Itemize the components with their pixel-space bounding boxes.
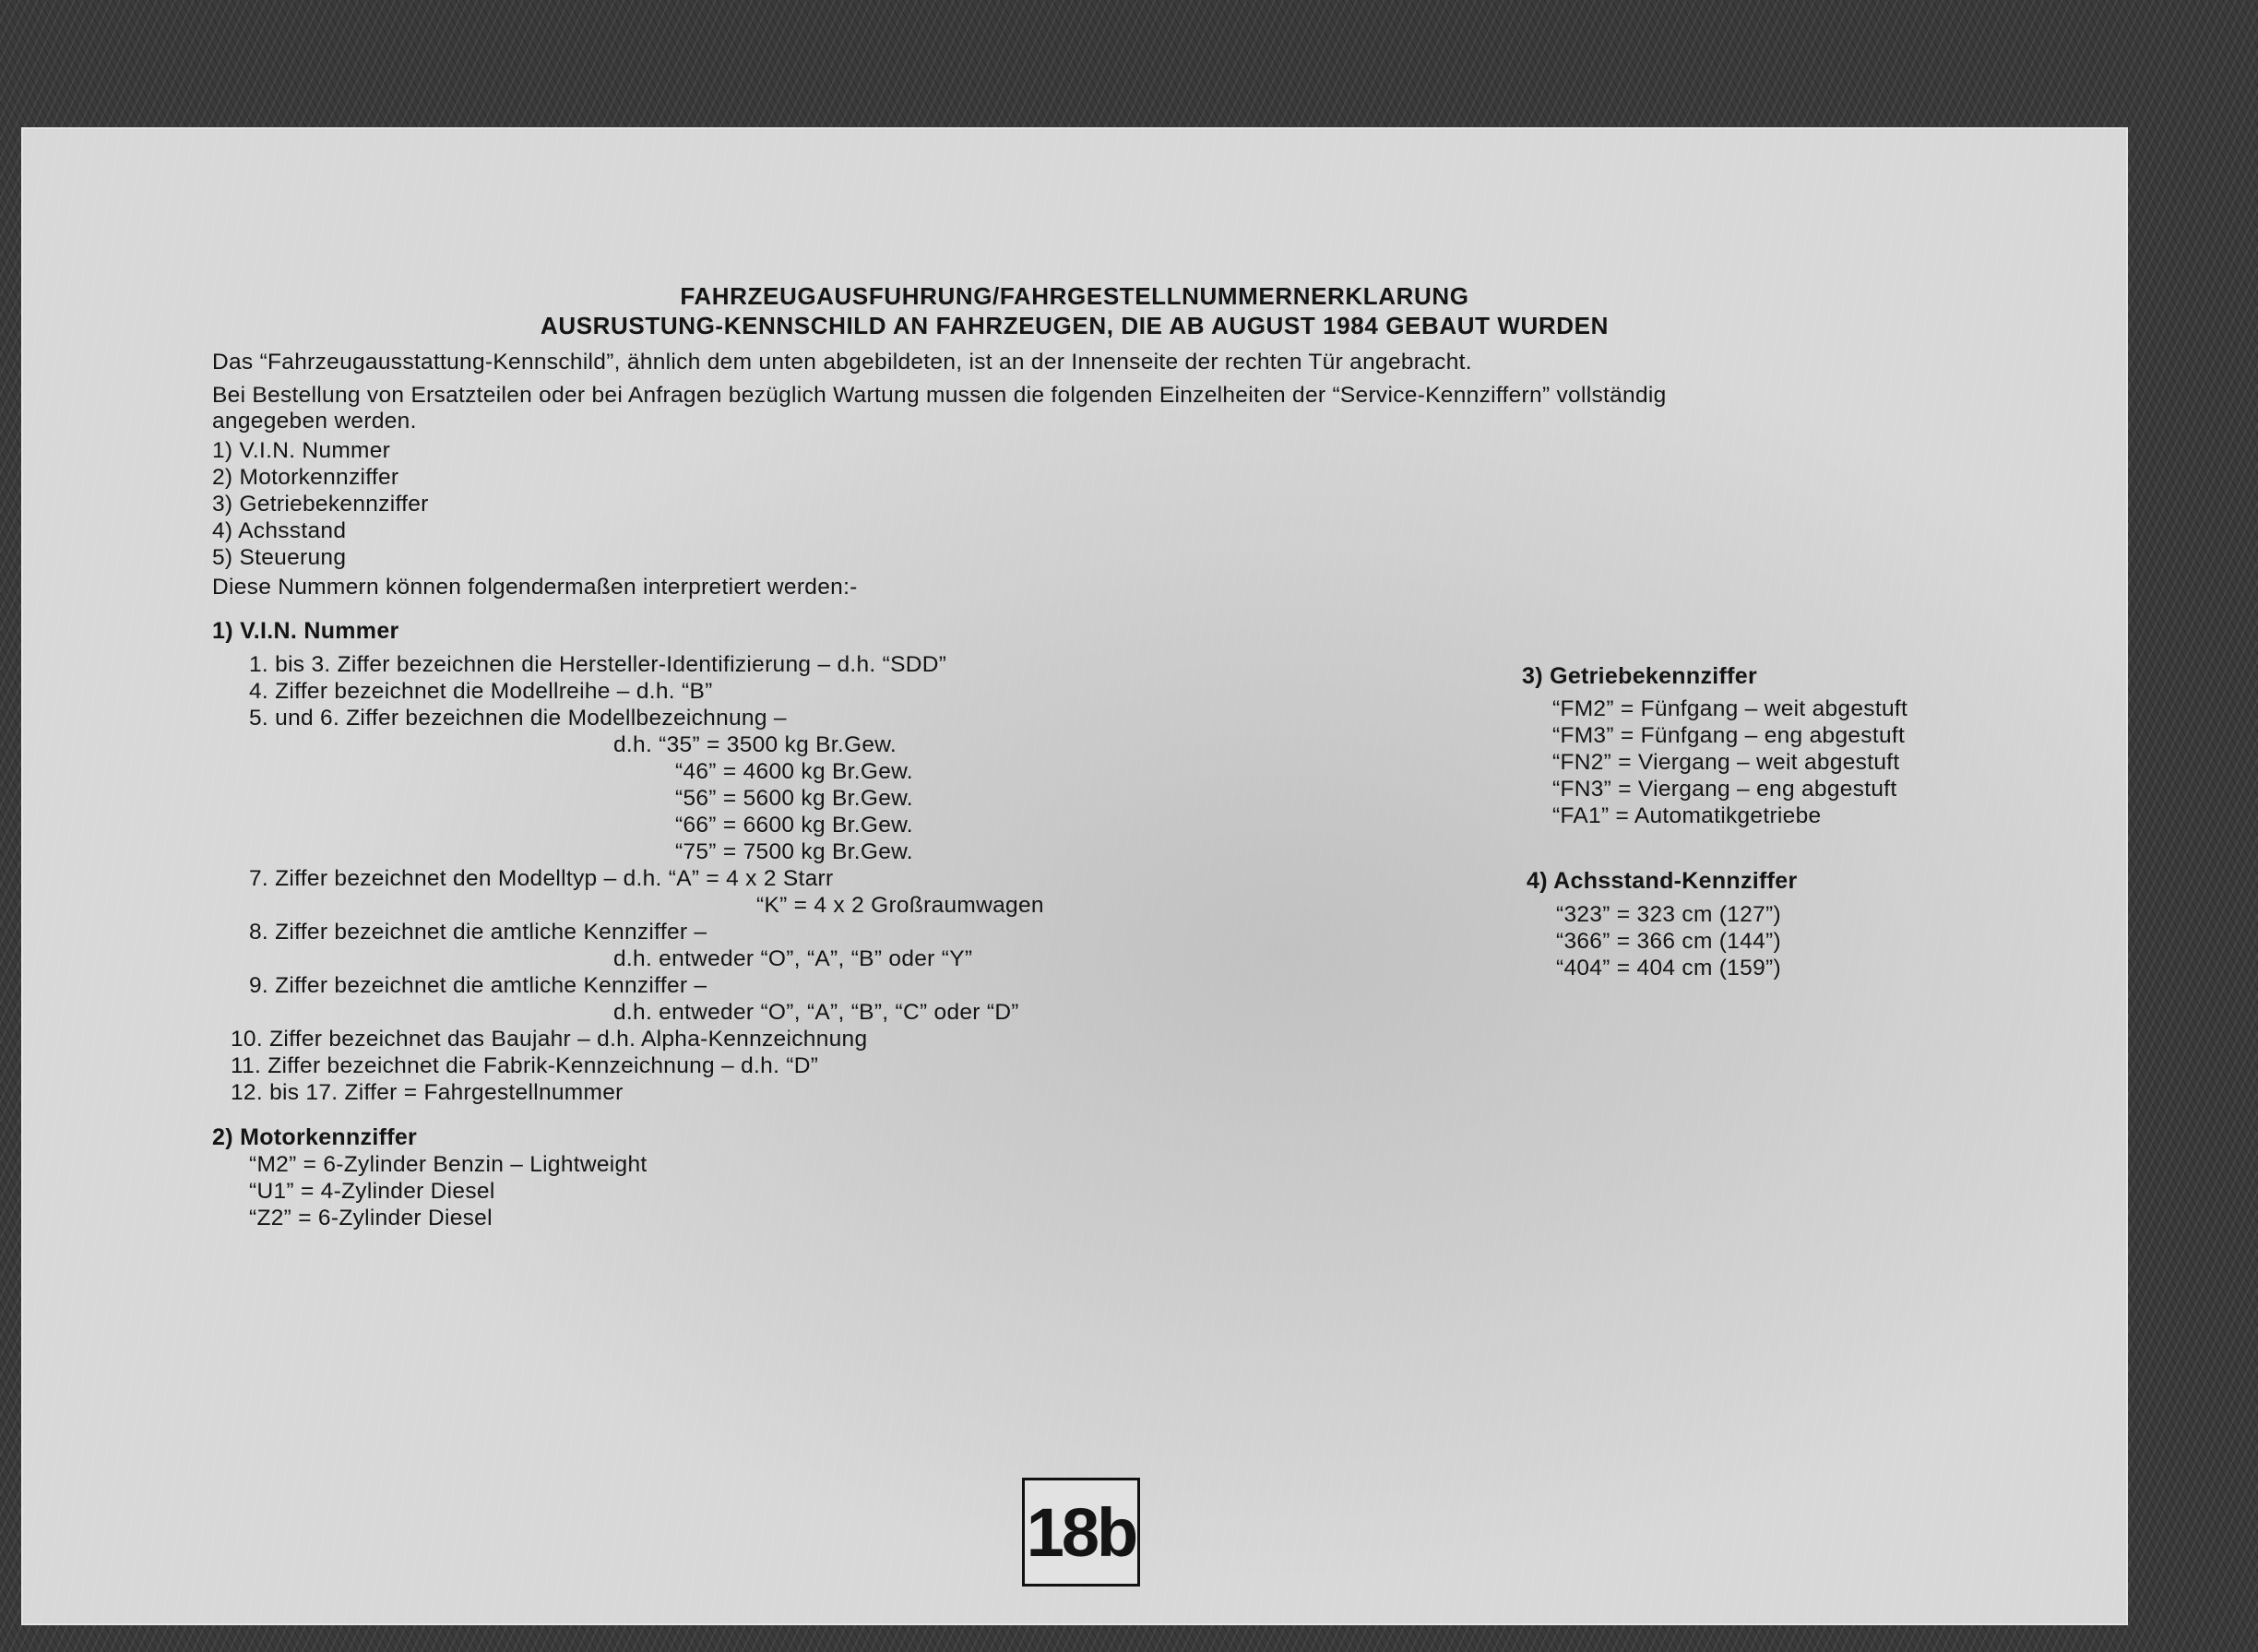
motor-heading: 2) Motorkennziffer (212, 1124, 418, 1150)
achsstand-line: “366” = 366 cm (144”) (1556, 929, 1781, 954)
page-number-badge (1022, 1478, 1140, 1587)
vin-line: 9. Ziffer bezeichnet die amtliche Kennziffer – (249, 973, 707, 998)
list-item: 2) Motorkennziffer (212, 465, 399, 490)
vin-line: d.h. entweder “O”, “A”, “B” oder “Y” (613, 946, 973, 971)
motor-line: “U1” = 4-Zylinder Diesel (249, 1179, 495, 1204)
vin-line: 10. Ziffer bezeichnet das Baujahr – d.h. Alpha-Kennzeichnung (231, 1027, 868, 1052)
vin-weight-line: “66” = 6600 kg Br.Gew. (675, 813, 913, 838)
list-item: 5) Steuerung (212, 545, 347, 570)
vin-weight-line: “56” = 5600 kg Br.Gew. (675, 786, 913, 811)
achsstand-heading: 4) Achsstand-Kennziffer (1527, 868, 1798, 894)
title-line-1: FAHRZEUGAUSFUHRUNG/FAHRGESTELLNUMMERNERKLARUNG (680, 282, 1469, 310)
intro-line-3: angegeben werden. (212, 409, 417, 434)
vin-line: 11. Ziffer bezeichnet die Fabrik-Kennzeichnung – d.h. “D” (231, 1053, 819, 1078)
getriebe-line: “FN2” = Viergang – weit abgestuft (1552, 750, 1900, 775)
motor-line: “Z2” = 6-Zylinder Diesel (249, 1206, 493, 1230)
motor-line: “M2” = 6-Zylinder Benzin – Lightweight (249, 1152, 648, 1177)
intro-line-2: Bei Bestellung von Ersatzteilen oder bei Anfragen bezüglich Wartung mussen die folgenden Einzelheiten der “Service-Kennziffern” vollständig (212, 383, 1667, 408)
vin-line: 5. und 6. Ziffer bezeichnen die Modellbezeichnung – (249, 706, 787, 731)
getriebe-line: “FN3” = Viergang – eng abgestuft (1552, 777, 1897, 802)
list-item: 4) Achsstand (212, 518, 347, 543)
vin-weight-line: “75” = 7500 kg Br.Gew. (675, 839, 913, 864)
vin-line: 8. Ziffer bezeichnet die amtliche Kennziffer – (249, 920, 707, 945)
getriebe-line: “FM3” = Fünfgang – eng abgestuft (1552, 723, 1906, 748)
page-number: 18b (1026, 1493, 1136, 1571)
vin-line: “K” = 4 x 2 Großraumwagen (756, 893, 1044, 918)
list-item: 1) V.I.N. Nummer (212, 438, 391, 463)
vin-weight-line: d.h. “35” = 3500 kg Br.Gew. (613, 732, 897, 757)
achsstand-line: “323” = 323 cm (127”) (1556, 902, 1781, 927)
vin-line: 1. bis 3. Ziffer bezeichnen die Hersteller-Identifizierung – d.h. “SDD” (249, 652, 947, 677)
vin-line: d.h. entweder “O”, “A”, “B”, “C” oder “D” (613, 1000, 1019, 1025)
vin-line: 7. Ziffer bezeichnet den Modelltyp – d.h. “A” = 4 x 2 Starr (249, 866, 834, 891)
intro-line-1: Das “Fahrzeugausstattung-Kennschild”, ähnlich dem unten abgebildeten, ist an der Innenseite der rechten Tür angebracht. (212, 350, 1472, 374)
interpret-line: Diese Nummern können folgendermaßen interpretiert werden:- (212, 575, 858, 600)
title-line-2: AUSRUSTUNG-KENNSCHILD AN FAHRZEUGEN, DIE AB AUGUST 1984 GEBAUT WURDEN (540, 312, 1609, 339)
achsstand-line: “404” = 404 cm (159”) (1556, 956, 1781, 981)
vin-line: 4. Ziffer bezeichnet die Modellreihe – d.h. “B” (249, 679, 713, 704)
vin-weight-line: “46” = 4600 kg Br.Gew. (675, 759, 913, 784)
vin-heading: 1) V.I.N. Nummer (212, 618, 399, 644)
vin-line: 12. bis 17. Ziffer = Fahrgestellnummer (231, 1080, 624, 1105)
getriebe-line: “FA1” = Automatikgetriebe (1552, 803, 1822, 828)
getriebe-line: “FM2” = Fünfgang – weit abgestuft (1552, 696, 1908, 721)
document-sheet (23, 129, 2126, 1623)
getriebe-heading: 3) Getriebekennziffer (1522, 663, 1757, 689)
list-item: 3) Getriebekennziffer (212, 492, 429, 517)
